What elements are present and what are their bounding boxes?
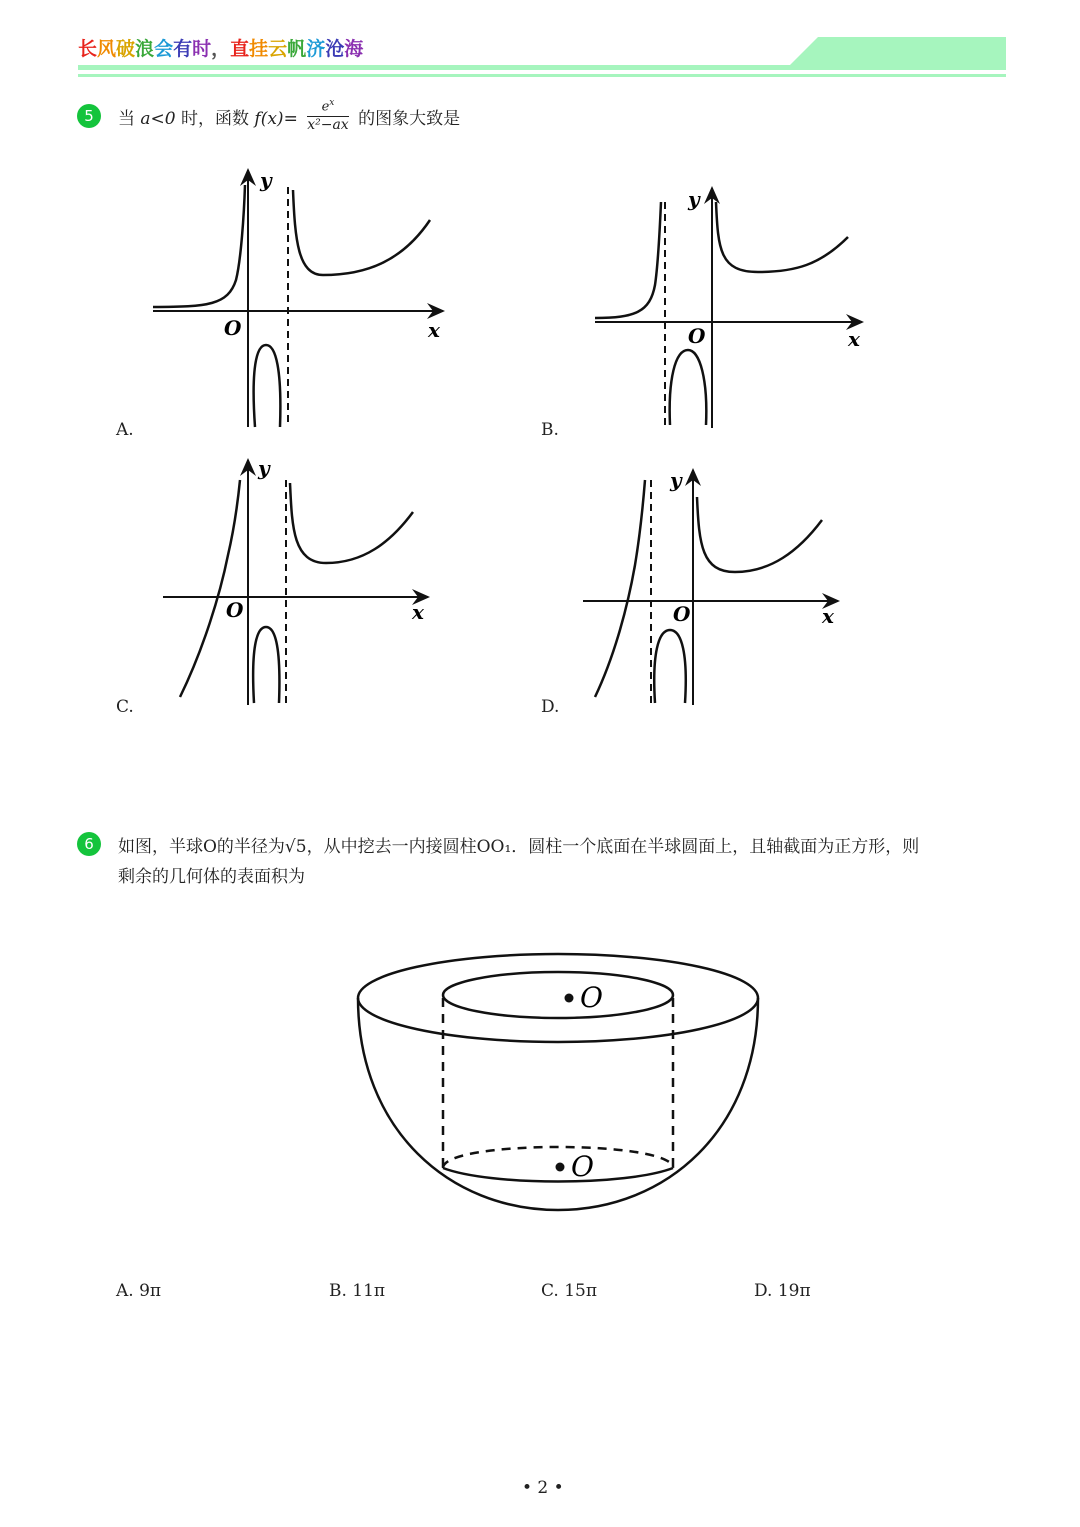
- curve-left: [595, 202, 661, 318]
- header-title-char: 风: [97, 38, 117, 60]
- graph-d-label: D.: [541, 697, 560, 717]
- header-decoration: [78, 35, 1008, 81]
- origin-label: O: [226, 598, 244, 622]
- q5-numerator-exponent: x: [329, 98, 335, 109]
- header-title-char: 时: [192, 38, 212, 60]
- curve-middle: [253, 627, 279, 703]
- hemisphere-top-rim: [358, 954, 758, 1042]
- x-axis-label: x: [822, 604, 834, 628]
- header-title-char: 海: [344, 38, 364, 60]
- graph-a: [148, 165, 448, 435]
- q5-middle: 时，函数: [181, 109, 250, 129]
- origin-label: O: [673, 602, 691, 626]
- curve-left: [595, 480, 645, 697]
- center-label-bottom: O: [571, 1150, 594, 1183]
- question-number-6: 6: [77, 832, 101, 856]
- x-axis-label: x: [428, 318, 440, 342]
- curve-right: [716, 202, 848, 272]
- header-rule-bottom: [78, 74, 1006, 77]
- q5-prefix: 当: [118, 109, 135, 129]
- question-6-line-1: 如图，半球O的半径为√5，从中挖去一内接圆柱OO₁．圆柱一个底面在半球圆面上，且轴截面为正方形，则: [118, 837, 920, 857]
- question-5-stem: [118, 98, 461, 134]
- graph-c: [158, 455, 438, 710]
- curve-left: [180, 480, 240, 697]
- curve-right: [697, 497, 822, 572]
- y-axis-label: y: [688, 187, 700, 211]
- question-number-5: 5: [77, 104, 101, 128]
- header-accent-shape: [790, 37, 1006, 68]
- graph-b-label: B.: [541, 420, 559, 440]
- choice-b[interactable]: B. 11π: [329, 1281, 386, 1301]
- q5-denominator: x²−ax: [307, 116, 349, 133]
- question-6-line-2: 剩余的几何体的表面积为: [118, 867, 305, 887]
- center-label-top: O: [580, 981, 603, 1014]
- x-axis-label: x: [848, 327, 860, 351]
- header-title-char: 直: [230, 38, 250, 60]
- choice-c[interactable]: C. 15π: [541, 1281, 598, 1301]
- cylinder-top-ellipse: [443, 972, 673, 1018]
- header-title-char: 有: [173, 38, 193, 60]
- origin-label: O: [224, 316, 242, 340]
- q5-condition: a<0: [140, 109, 176, 129]
- header-title-char: 沧: [325, 38, 345, 60]
- graph-b: [590, 180, 870, 435]
- q5-function: f(x)=: [254, 109, 298, 129]
- header-title-char: 长: [78, 38, 98, 60]
- curve-right: [290, 483, 413, 563]
- curve-middle: [654, 630, 686, 703]
- header-title-char: 浪: [135, 38, 155, 60]
- q5-fraction: [307, 95, 348, 133]
- header-title-char: 帆: [287, 38, 307, 60]
- header-title-char: 云: [268, 38, 288, 60]
- header-title-char: ，: [211, 38, 231, 60]
- y-axis-label: y: [260, 168, 272, 192]
- header-title-char: 挂: [249, 38, 269, 60]
- center-dot-top: [565, 994, 574, 1003]
- header-title-char: 济: [306, 38, 326, 60]
- origin-label: O: [688, 324, 706, 348]
- curve-middle: [670, 350, 707, 425]
- center-dot-bottom: [556, 1163, 565, 1172]
- curve-right: [293, 190, 430, 275]
- hemisphere-figure: [340, 940, 780, 1230]
- graph-c-label: C.: [116, 697, 134, 717]
- header-title-char: 破: [116, 38, 136, 60]
- graph-d: [580, 465, 850, 710]
- curve-left: [153, 185, 245, 307]
- choice-a[interactable]: A. 9π: [116, 1281, 162, 1301]
- graph-a-label: A.: [116, 420, 134, 440]
- y-axis-label: y: [258, 456, 270, 480]
- page-number: • 2 •: [522, 1478, 564, 1498]
- choice-d[interactable]: D. 19π: [754, 1281, 811, 1301]
- y-axis-label: y: [670, 468, 682, 492]
- q5-suffix: 的图象大致是: [358, 109, 461, 129]
- header-title-char: 会: [154, 38, 174, 60]
- q5-numerator: e: [321, 99, 330, 115]
- header-rule-top: [78, 65, 1006, 70]
- x-axis-label: x: [412, 600, 424, 624]
- curve-middle: [254, 345, 281, 427]
